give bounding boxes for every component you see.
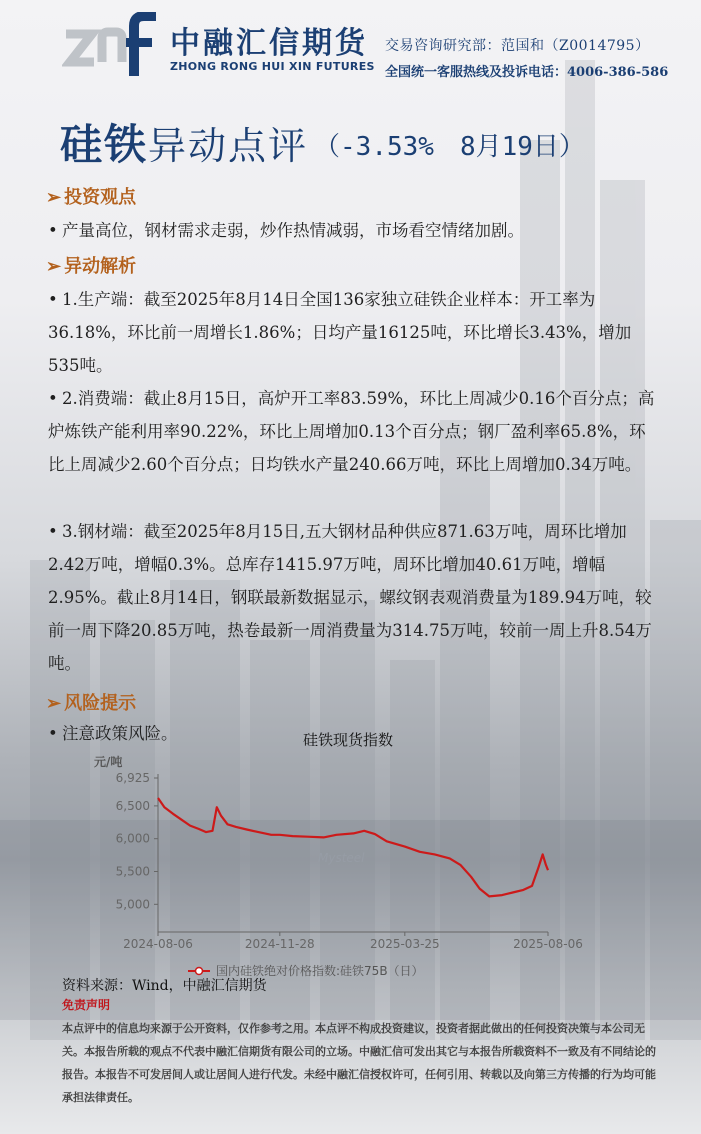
chart-watermark: Mysteel (318, 851, 365, 865)
hotline-info: 全国统一客服热线及投诉电话：4006-386-586 (385, 65, 669, 80)
arrow-icon: ➢ (46, 693, 62, 714)
analyst-info: 交易咨询研究部：范国和（Z0014795） (385, 38, 650, 54)
y-tick-label: 6,925 (115, 771, 150, 785)
series-line (158, 798, 548, 896)
company-name-en: ZHONG RONG HUI XIN FUTURES (170, 60, 375, 73)
section-risk-label: 风险提示 (64, 693, 137, 714)
x-tick-label: 2024-08-06 (123, 937, 193, 951)
bullet-icon: • (48, 522, 58, 541)
y-tick-label: 5,500 (115, 864, 150, 879)
company-name-cn: 中融汇信期货 (170, 26, 368, 61)
bullet-icon: • (48, 221, 58, 240)
legend-marker (196, 968, 203, 975)
bullet-icon: • (48, 290, 58, 309)
x-tick-label: 2025-03-25 (369, 937, 440, 951)
section-investment-view (46, 183, 136, 209)
price-index-chart (88, 752, 608, 982)
disclaimer-heading: 免责声明 (62, 998, 111, 1012)
disclaimer-body: 本点评中的信息均来源于公开资料，仅作参考之用。本点评不构成投资建议，投资者据此做出的任何投资决策与本公司无关。本报告所载的观点不代表中融汇信期货有限公司的立场。中融汇信可发出其它与本报告所载资料不一致及有不同结论的报告。本报告不可发居间人或让居间人进行代发。未经中融汇信授权许可，任何引用、转载以及向第三方传播的行为均可能承担法律责任。 (62, 1022, 656, 1104)
legend-label: 国内硅铁绝对价格指数:硅铁75B（日） (216, 964, 424, 978)
analysis-item-2-text: 2.消费端：截止8月15日，高炉开工率83.59%，环比上周减少0.16个百分点；高炉炼铁产能利用率90.22%，环比上周增加0.13个百分点；钢厂盈利率65.8%，环比上周减少2.60个百分点；日均铁水产量240.66万吨，环比上周增加0.34万吨。 (48, 389, 655, 474)
data-source: 资料来源：Wind，中融汇信期货 (62, 978, 267, 994)
analysis-item-1 (48, 283, 656, 382)
page-title (60, 112, 585, 172)
title-change-date: （-3.53% 8月19日） (314, 132, 585, 162)
arrow-icon: ➢ (46, 187, 62, 208)
title-product: 硅铁 (60, 120, 149, 169)
analysis-item-1-text: 1.生产端：截至2025年8月14日全国136家独立硅铁企业样本：开工率为36.18%，环比前一周增长1.86%；日均产量16125吨，环比增长3.43%，增加535吨。 (48, 290, 632, 375)
analysis-item-2 (48, 382, 656, 481)
analysis-item-3-text: 3.钢材端：截至2025年8月15日,五大钢材品种供应871.63万吨，周环比增加2.42万吨，增幅0.3%。总库存1415.97万吨，周环比增加40.61万吨，增幅2.95%。截止8月14日，钢联最新数据显示，螺纹钢表观消费量为189.94万吨，较前一周下降20.85万吨，热卷最新一周消费量为314.75万吨，较前一周上升8.54万吨。 (48, 522, 652, 673)
section-risk (46, 689, 136, 715)
x-tick-label: 2025-08-06 (513, 937, 583, 951)
arrow-icon: ➢ (46, 256, 62, 277)
y-tick-label: 5,000 (115, 897, 150, 912)
title-rest: 异动点评 (148, 124, 309, 168)
section-analysis (46, 252, 136, 278)
x-tick-label: 2024-11-28 (244, 937, 315, 951)
investment-view-content: 产量高位，钢材需求走弱，炒作热情减弱，市场看空情绪加剧。 (62, 221, 524, 240)
chart-title: 硅铁现货指数 (303, 731, 394, 749)
section-analysis-label: 异动解析 (64, 256, 137, 277)
section-investment-view-label: 投资观点 (64, 187, 137, 208)
investment-view-text (48, 214, 656, 247)
y-tick-label: 6,500 (115, 798, 150, 813)
bullet-icon: • (48, 389, 58, 408)
y-axis-unit: 元/吨 (94, 755, 123, 769)
risk-text-content: 注意政策风险。 (62, 724, 178, 743)
bullet-icon: • (48, 724, 58, 743)
y-tick-label: 6,000 (115, 831, 150, 846)
analysis-item-3 (48, 515, 656, 680)
company-logo (62, 12, 162, 78)
